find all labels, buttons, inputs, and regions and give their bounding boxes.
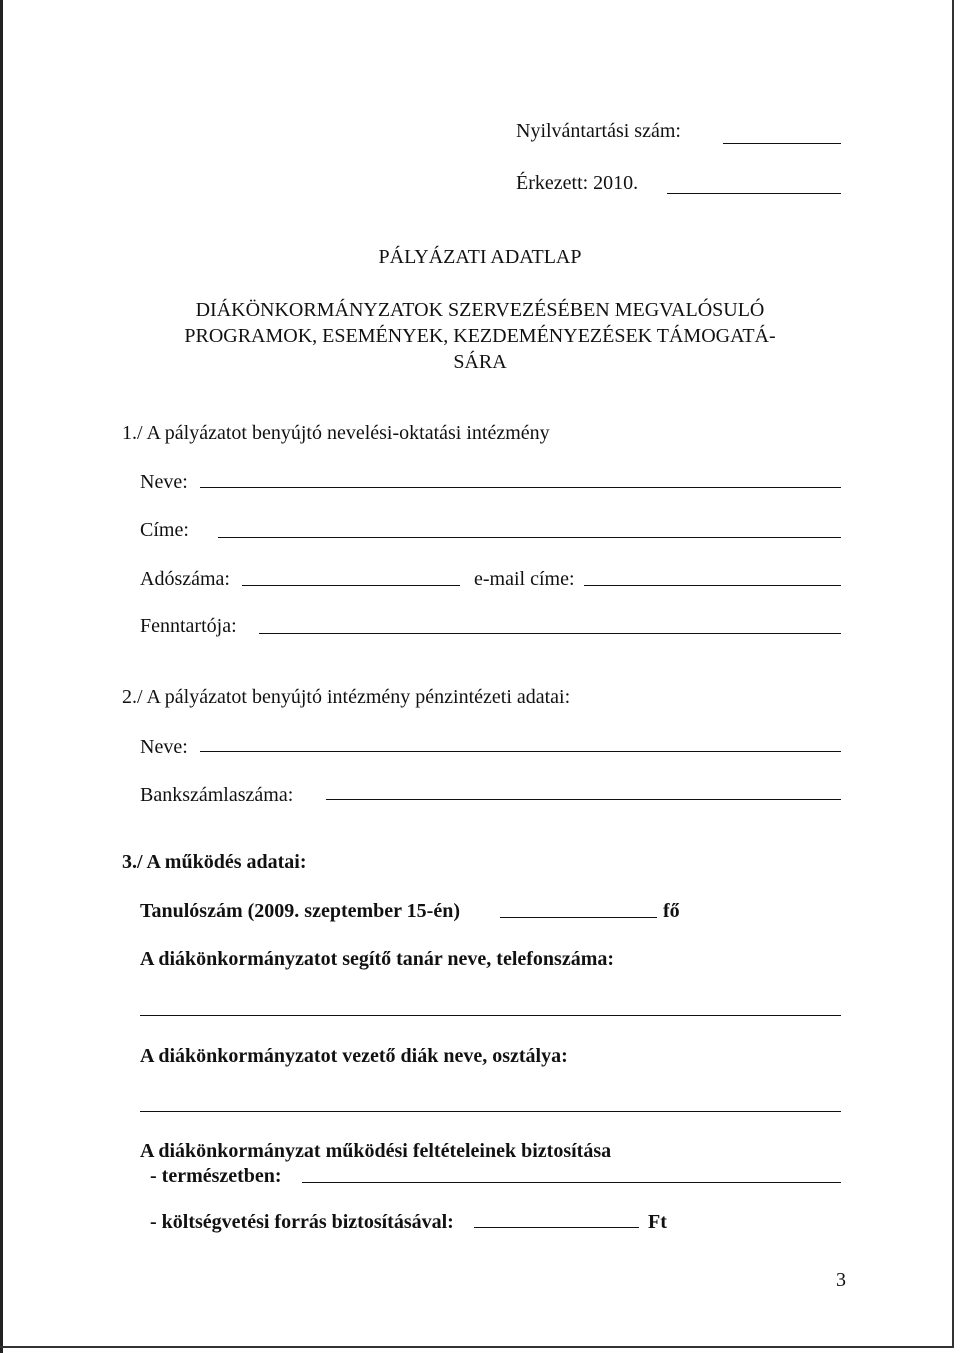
form-subtitle-line-2: PROGRAMOK, ESEMÉNYEK, KEZDEMÉNYEZÉSEK TÁMOGATÁ- [184, 325, 776, 347]
bank-account-field[interactable] [326, 799, 841, 800]
student-leader-label: A diákönkormányzatot vezető diák neve, osztálya: [140, 1045, 568, 1067]
arrival-date-label: Érkezett: 2010. [516, 172, 639, 194]
bank-account-label: Bankszámlaszáma: [140, 784, 294, 806]
budget-source-unit: Ft [648, 1211, 667, 1233]
institution-address-label: Címe: [140, 519, 189, 541]
budget-source-field[interactable] [474, 1227, 639, 1228]
teacher-info-field[interactable] [140, 1015, 841, 1016]
registration-number-field[interactable] [723, 143, 841, 144]
email-field[interactable] [584, 585, 841, 586]
student-count-field[interactable] [500, 917, 657, 918]
institution-address-field[interactable] [218, 537, 841, 538]
registration-number-label: Nyilvántartási szám: [516, 120, 681, 142]
form-title: PÁLYÁZATI ADATLAP [378, 246, 582, 268]
section-2-heading: 2./ A pályázatot benyújtó intézmény pénzintézeti adatai: [122, 686, 571, 708]
student-count-label: Tanulószám (2009. szeptember 15-én) [140, 900, 460, 922]
page-number: 3 [836, 1269, 846, 1291]
tax-number-label: Adószáma: [140, 568, 230, 590]
institution-name-field[interactable] [200, 487, 841, 488]
teacher-info-label: A diákönkormányzatot segítő tanár neve, telefonszáma: [140, 948, 615, 970]
email-label: e-mail címe: [474, 568, 575, 590]
form-subtitle-line-3: SÁRA [453, 351, 507, 373]
institution-name-label: Neve: [140, 471, 188, 493]
maintainer-label: Fenntartója: [140, 615, 237, 637]
arrival-date-field[interactable] [667, 193, 841, 194]
student-count-unit: fő [663, 900, 680, 922]
budget-source-label: - költségvetési forrás biztosításával: [150, 1211, 454, 1233]
in-kind-label: - természetben: [150, 1165, 282, 1187]
section-3-heading: 3./ A működés adatai: [122, 851, 307, 873]
bank-name-field[interactable] [200, 751, 841, 752]
student-leader-field[interactable] [140, 1111, 841, 1112]
tax-number-field[interactable] [242, 585, 460, 586]
section-1-heading: 1./ A pályázatot benyújtó nevelési-oktatási intézmény [122, 422, 550, 444]
form-subtitle-line-1: DIÁKÖNKORMÁNYZATOK SZERVEZÉSÉBEN MEGVALÓSULÓ [195, 299, 765, 321]
operating-conditions-label: A diákönkormányzat működési feltételeinek biztosítása [140, 1140, 612, 1162]
maintainer-field[interactable] [259, 633, 841, 634]
in-kind-field[interactable] [302, 1182, 841, 1183]
bank-name-label: Neve: [140, 736, 188, 758]
